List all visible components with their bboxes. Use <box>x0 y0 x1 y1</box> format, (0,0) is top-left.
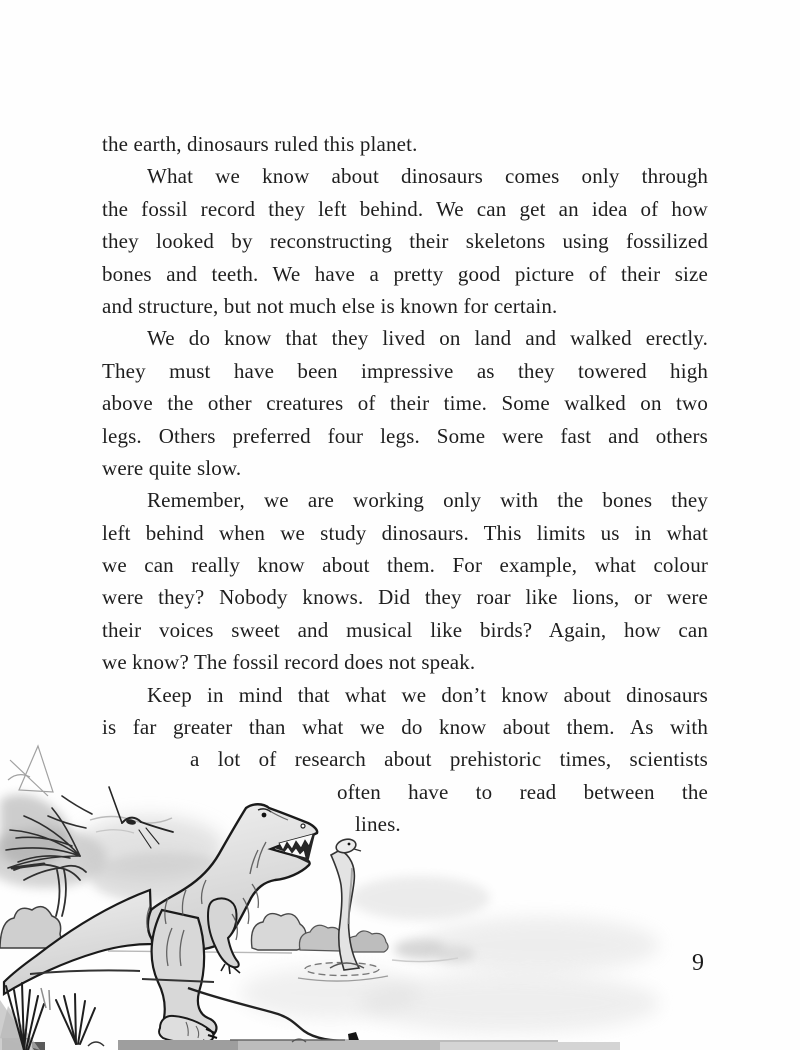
sketch-marks <box>8 746 53 796</box>
text-line: were they? Nobody knows. Did they roar like lions, or were <box>102 585 708 610</box>
text-line: left behind when we study dinosaurs. This limits us in what <box>102 520 708 545</box>
body-text <box>102 128 708 841</box>
paragraph <box>102 484 708 678</box>
text-line: legs. Others preferred four legs. Some were fast and others <box>102 423 708 448</box>
text-line: is far greater than what we do know about them. As with <box>102 715 708 740</box>
text-line: the fossil record they left behind. We can get an idea of how <box>102 196 708 221</box>
paragraph <box>102 322 708 484</box>
text-line: were quite slow. <box>102 455 242 480</box>
text-line: lines. <box>355 812 401 837</box>
paragraph <box>102 160 708 322</box>
paragraph <box>102 128 708 160</box>
text-line: What we know about dinosaurs comes only through <box>147 164 708 189</box>
text-line: They must have been impressive as they towered high <box>102 358 708 383</box>
text-line: we know? The fossil record does not speak. <box>102 650 476 675</box>
text-line: Keep in mind that what we don’t know about dinosaurs <box>147 682 708 707</box>
text-line: a lot of research about prehistoric times, scientists <box>190 747 708 772</box>
text-line: above the other creatures of their time. Some walked on two <box>102 391 708 416</box>
text-line: We do know that they lived on land and walked erectly. <box>147 326 708 351</box>
text-line: their voices sweet and musical like birds? Again, how can <box>102 617 708 642</box>
page-number: 9 <box>692 950 704 976</box>
text-line: and structure, but not much else is known for certain. <box>102 293 558 318</box>
text-line: we can really know about them. For example, what colour <box>102 553 708 578</box>
text-line: bones and teeth. We have a pretty good picture of their size <box>102 261 708 286</box>
text-line: they looked by reconstructing their skeletons using fossilized <box>102 229 708 254</box>
text-line: Remember, we are working only with the bones they <box>147 488 708 513</box>
dinosaur-illustration <box>0 738 680 1050</box>
grass-drawing <box>0 983 95 1050</box>
text-line: the earth, dinosaurs ruled this planet. <box>102 132 418 156</box>
text-line: often have to read between the <box>337 779 708 804</box>
